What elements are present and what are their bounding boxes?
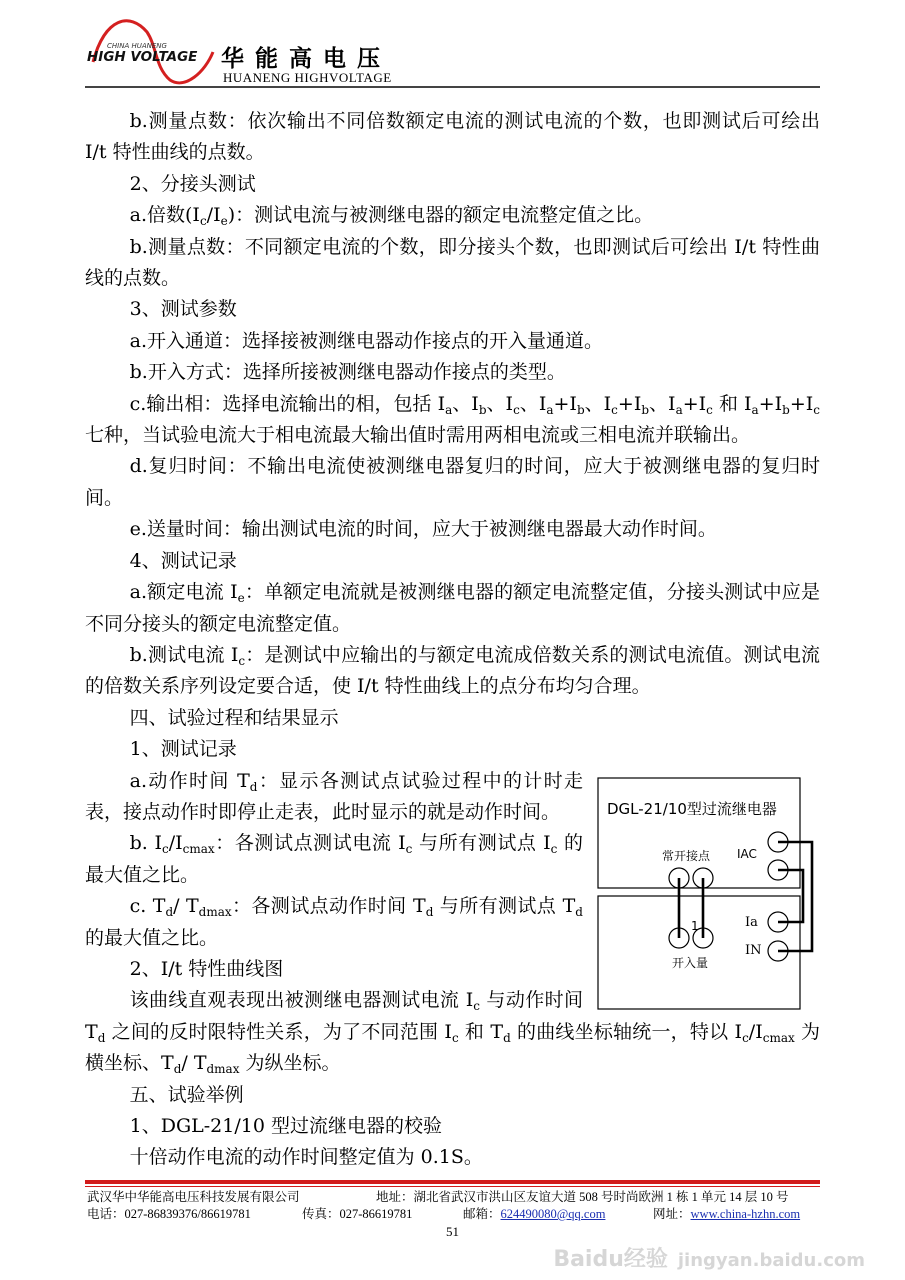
text-run: ：显示各测试点试验过程中的计时走表，接点动作时即停止走表，此时显示的就是动作时间。	[85, 769, 583, 823]
phone: 电话：027-86839376/86619781	[87, 1207, 251, 1221]
page-header	[85, 12, 820, 88]
subscript: e	[237, 591, 245, 606]
document-body	[85, 106, 820, 1174]
subscript: dmax	[206, 1062, 240, 1077]
paragraph	[85, 1111, 820, 1142]
text-run: d.复归时间：不输出电流使被测继电器复归的时间，应大于被测继电器的复归时间。	[85, 455, 820, 509]
text-run: 、I	[486, 392, 514, 415]
relay-box	[598, 778, 800, 888]
text-run: 1、测试记录	[129, 738, 237, 761]
subscript: d	[173, 1062, 182, 1077]
subscript: c	[706, 402, 713, 417]
subscript: d	[425, 905, 434, 920]
subscript: b	[641, 402, 650, 417]
text-run: /I	[206, 204, 221, 227]
text-run: /I	[748, 1020, 763, 1043]
text-run: 和 I	[712, 392, 752, 415]
paragraph	[85, 640, 820, 703]
text-run: 、I	[649, 392, 676, 415]
subscript: c	[513, 402, 520, 417]
text-run: ：是测试中应输出的与额定电流成倍数关系的测试电流值。测试电流的倍数关系序列设定要合适，使 I/t 特性曲线上的点分布均匀合理。	[85, 643, 820, 698]
text-run: a.额定电流 I	[129, 581, 238, 604]
text-run: +I	[682, 392, 707, 415]
relay-title: DGL-21/10型过流继电器	[607, 799, 777, 818]
subscript: c	[473, 999, 480, 1014]
website-label: 网址：	[653, 1207, 691, 1221]
text-run: / T	[181, 1052, 207, 1075]
text-run: b. I	[129, 832, 162, 855]
text-run: 的最大值之比。	[85, 832, 584, 886]
paragraph	[85, 169, 820, 200]
footer-divider	[85, 1180, 820, 1184]
text-run: +I	[758, 392, 783, 415]
paragraph	[85, 232, 820, 295]
subscript: c	[550, 842, 558, 857]
footer-divider-thin	[85, 1186, 820, 1187]
subscript: b	[782, 402, 790, 417]
text-run: ：各测试点动作时间 T	[231, 895, 426, 918]
paragraph	[85, 451, 820, 514]
text-run: 3、测试参数	[129, 298, 237, 321]
page-number: 51	[446, 1224, 459, 1239]
subscript: c	[611, 402, 618, 417]
text-run: 七种，当试验电流大于相电流最大输出值时需用两相电流或三相电流并联输出。	[85, 424, 751, 447]
subscript: a	[546, 402, 554, 417]
logo-text-big: HIGH VOLTAGE	[87, 49, 198, 65]
text-run: b.测量点数：不同额定电流的个数，即分接头个数，也即测试后可绘出 I/t 特性曲线的点数。	[85, 235, 820, 290]
text-run: +I	[553, 392, 577, 415]
text-run: 4、测试记录	[129, 549, 237, 572]
subscript: d	[249, 779, 258, 794]
text-run: 和 T	[458, 1020, 504, 1043]
text-run: 为横坐标、T	[85, 1020, 820, 1075]
text-run: c.输出相：选择电流输出的相，包括 I	[129, 392, 446, 415]
paragraph	[85, 577, 820, 640]
paragraph	[85, 703, 820, 734]
subscript: c	[405, 842, 413, 857]
subscript: dmax	[198, 905, 232, 920]
email-link[interactable]: 624490080@qq.com	[500, 1207, 606, 1221]
subscript: b	[478, 402, 487, 417]
tester-box	[598, 896, 800, 1009]
paragraph	[85, 294, 820, 325]
brand-name-en: HUANENG HIGHVOLTAGE	[223, 70, 392, 85]
subscript: e	[220, 214, 228, 229]
subscript: b	[576, 402, 585, 417]
text-run: a.动作时间 T	[129, 769, 250, 792]
subscript: c	[742, 1030, 749, 1045]
email	[463, 1206, 605, 1223]
logo-text-small: CHINA HUANENG	[107, 42, 167, 50]
text-run: 为纵坐标。	[239, 1052, 341, 1075]
text-run: /I	[168, 832, 183, 855]
text-run: 之间的反时限特性关系，为了不同范围 I	[105, 1020, 452, 1043]
subscript: cmax	[182, 842, 215, 857]
text-run: a.开入通道：选择接被测继电器动作接点的开入量通道。	[129, 329, 604, 352]
paragraph	[85, 106, 820, 169]
wiring-diagram	[597, 774, 823, 1012]
text-run: )：测试电流与被测继电器的额定电流整定值之比。	[227, 204, 654, 227]
subscript: d	[575, 905, 583, 920]
subscript: a	[445, 402, 453, 417]
text-run: +I	[617, 392, 642, 415]
subscript: c	[199, 214, 207, 229]
paragraph	[85, 514, 820, 545]
text-run: / T	[173, 895, 199, 918]
input-label: 开入量	[672, 955, 709, 970]
ia-label: Ia	[745, 914, 758, 930]
text-run: 四、试验过程和结果显示	[129, 706, 339, 729]
text-run: 、I	[519, 392, 547, 415]
company-name: 武汉华中华能高电压科技发展有限公司	[87, 1190, 300, 1204]
text-run: ：各测试点测试电流 I	[214, 832, 406, 855]
subscript: a	[751, 402, 759, 417]
paragraph	[85, 357, 820, 388]
text-run: 2、I/t 特性曲线图	[129, 957, 284, 980]
text-run: e.送量时间：输出测试电流的时间，应大于被测继电器最大动作时间。	[129, 518, 717, 541]
paragraph	[85, 546, 820, 577]
contact-label: 常开接点	[662, 848, 711, 863]
text-run: b.开入方式：选择所接被测继电器动作接点的类型。	[129, 361, 566, 384]
email-label: 邮箱：	[463, 1207, 501, 1221]
paragraph	[85, 1080, 820, 1111]
text-run: 、I	[452, 392, 479, 415]
text-run: 与所有测试点 T	[433, 895, 576, 918]
subscript: a	[675, 402, 683, 417]
channel-number: 1	[691, 918, 699, 933]
text-run: +I	[789, 392, 814, 415]
watermark-url: jingyan.baidu.com	[677, 1250, 865, 1271]
subscript: d	[503, 1030, 511, 1045]
text-run: 与动作时间 T	[85, 989, 584, 1043]
text-run: 、I	[584, 392, 612, 415]
subscript: c	[813, 402, 820, 417]
paragraph	[85, 1142, 820, 1173]
company-address: 地址：湖北省武汉市洪山区友谊大道 508 号时尚欧洲 1 栋 1 单元 14 层 10 号	[376, 1190, 789, 1204]
subscript: d	[97, 1030, 106, 1045]
company-logo	[85, 12, 215, 88]
text-run: 2、分接头测试	[129, 172, 256, 195]
in-label: IN	[745, 942, 762, 958]
paragraph	[85, 389, 820, 452]
subscript: cmax	[762, 1030, 795, 1045]
website-link[interactable]: www.china-hzhn.com	[690, 1207, 801, 1221]
text-run: b.测试电流 I	[129, 643, 239, 666]
text-run: ：单额定电流就是被测继电器的额定电流整定值，分接头测试中应是不同分接头的额定电流整定值。	[85, 581, 820, 635]
text-run: c. T	[129, 895, 166, 918]
text-run: 的曲线坐标轴统一，特以 I	[510, 1020, 743, 1043]
iac-label: IAC	[737, 846, 757, 861]
paragraph	[85, 200, 820, 231]
fax: 传真：027-86619781	[302, 1207, 413, 1221]
text-run: 五、试验举例	[129, 1083, 244, 1106]
subscript: c	[238, 653, 246, 668]
subscript: d	[165, 905, 174, 920]
subscript: c	[161, 842, 169, 857]
paragraph	[85, 326, 820, 357]
website	[653, 1206, 800, 1223]
text-run: 该曲线直观表现出被测继电器测试电流 I	[129, 989, 474, 1012]
brand-name-cn: 华能高电压	[221, 46, 391, 72]
header-divider	[85, 86, 820, 88]
text-run: a.倍数(I	[129, 204, 200, 227]
paragraph	[85, 734, 820, 765]
watermark	[553, 1246, 865, 1276]
text-run: 与所有测试点 I	[412, 832, 551, 855]
text-run: b.测量点数：依次输出不同倍数额定电流的测试电流的个数，也即测试后可绘出 I/t 特性曲线的点数。	[85, 110, 820, 164]
text-run: 的最大值之比。	[85, 926, 219, 949]
text-run: 十倍动作电流的动作时间整定值为 0.1S。	[129, 1146, 483, 1169]
text-run: 1、DGL-21/10 型过流继电器的校验	[129, 1115, 442, 1137]
watermark-logo: Baidu经验	[553, 1247, 668, 1272]
subscript: c	[451, 1030, 459, 1045]
